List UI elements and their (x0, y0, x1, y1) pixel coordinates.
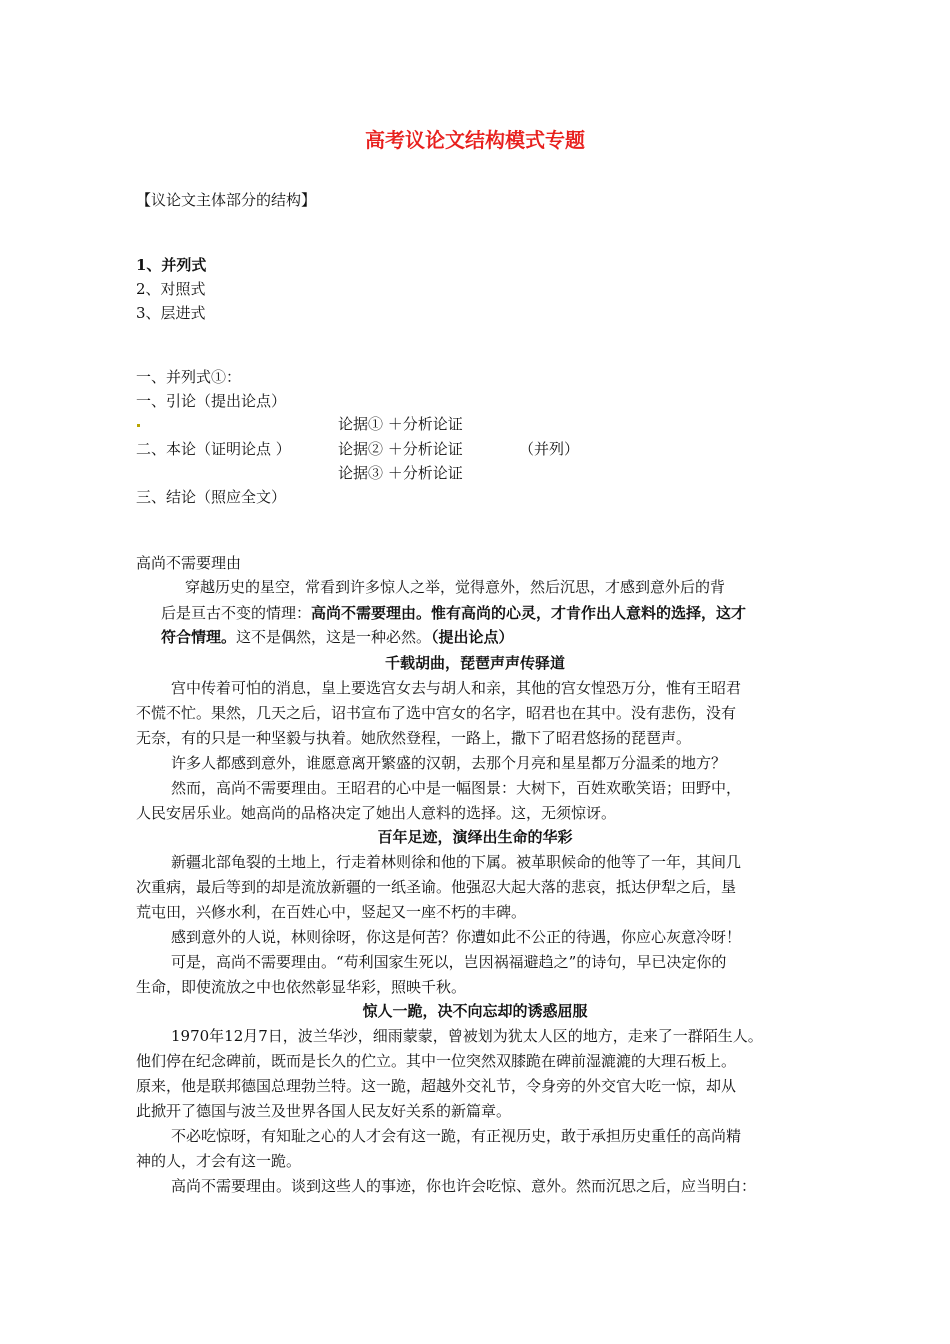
document-title: 高考议论文结构模式专题 (365, 128, 585, 152)
section-1-line: 许多人都感到意外，谁愿意离开繁盛的汉朝，去那个月亮和星星都万分温柔的地方？ (171, 754, 727, 772)
essay-intro-line-2 (161, 602, 746, 624)
essay-intro-line-3 (161, 626, 514, 648)
structure-body: 二、本论（证明论点 ） (136, 440, 291, 458)
type-item-3: 3、层进式 (136, 304, 206, 322)
section-3-line: 1970年12月7日，波兰华沙，细雨蒙蒙，曾被划为犹太人区的地方，走来了一群陌生人。 (171, 1027, 763, 1045)
section-3-line: 原来，他是联邦德国总理勃兰特。这一跪，超越外交礼节，令身旁的外交官大吃一惊，却从 (136, 1077, 737, 1095)
essay-intro-line-1: 穿越历史的星空，常看到许多惊人之举，觉得意外，然后沉思，才感到意外后的背 (185, 578, 726, 596)
section-1-line: 无奈，有的只是一种坚毅与执着。她欣然登程，一路上，撒下了昭君悠扬的琵琶声。 (136, 729, 692, 747)
structure-parallel-note: （并列） (519, 440, 580, 458)
marker-dot (137, 424, 140, 427)
section-heading: 【议论文主体部分的结构】 (136, 191, 317, 209)
essay-thesis-note: （提出论点） (431, 628, 514, 646)
section-1-line: 然而，高尚不需要理由。王昭君的心中是一幅图景：大树下，百姓欢歌笑语；田野中， (171, 779, 742, 797)
structure-arg-3: 论据③ ＋分析论证 (338, 464, 463, 482)
section-2-line: 生命，即使流放之中也依然彰显华彩，照映千秋。 (136, 978, 467, 996)
section-2-line: 荒屯田，兴修水利，在百姓心中，竖起又一座不朽的丰碑。 (136, 903, 527, 921)
essay-intro-line-3-plain: 这不是偶然，这是一种必然。 (236, 628, 432, 646)
structure-intro: 一、引论（提出论点） (136, 392, 287, 410)
essay-title: 高尚不需要理由 (136, 554, 242, 572)
structure-arg-2: 论据② ＋分析论证 (338, 440, 463, 458)
section-1-line: 宫中传着可怕的消息，皇上要选宫女去与胡人和亲，其他的宫女惶恐万分，惟有王昭君 (171, 679, 742, 697)
section-3-line: 此掀开了德国与波兰及世界各国人民友好关系的新篇章。 (136, 1102, 512, 1120)
section-2-line: 感到意外的人说，林则徐呀，你这是何苦？你遭如此不公正的待遇，你应心灰意冷呀！ (171, 928, 742, 946)
section-2-line: 次重病，最后等到的却是流放新疆的一纸圣谕。他强忍大起大落的悲哀，抵达伊犁之后，垦 (136, 878, 737, 896)
essay-thesis-part-1: 高尚不需要理由。惟有高尚的心灵，才肯作出人意料的选择，这才 (311, 604, 747, 622)
type-item-2: 2、对照式 (136, 280, 206, 298)
section-3-line: 高尚不需要理由。谈到这些人的事迹，你也许会吃惊、意外。然而沉思之后，应当明白： (171, 1177, 757, 1195)
essay-thesis-part-2: 符合情理。 (161, 628, 237, 646)
section-1-line: 不慌不忙。果然，几天之后，诏书宣布了选中宫女的名字，昭君也在其中。没有悲伤，没有 (136, 704, 737, 722)
section-1-heading: 千载胡曲，琵琶声声传驿道 (384, 654, 565, 672)
section-2-heading: 百年足迹，演绎出生命的华彩 (377, 828, 573, 846)
section-2-line: 可是，高尚不需要理由。“苟利国家生死以，岂因祸福避趋之”的诗句，早已决定你的 (171, 953, 727, 971)
section-3-line: 不必吃惊呀，有知耻之心的人才会有这一跪，有正视历史，敢于承担历史重任的高尚精 (171, 1127, 742, 1145)
section-2-line: 新疆北部龟裂的土地上，行走着林则徐和他的下属。被革职候命的他等了一年，其间几 (171, 853, 742, 871)
section-3-line: 他们停在纪念碑前，既而是长久的伫立。其中一位突然双膝跪在碑前湿漉漉的大理石板上。 (136, 1052, 737, 1070)
structure-header: 一、并列式①： (136, 368, 242, 386)
section-3-line: 神的人，才会有这一跪。 (136, 1152, 302, 1170)
section-3-heading: 惊人一跪，决不向忘却的诱惑屈服 (362, 1002, 588, 1020)
type-item-1: 1、并列式 (136, 256, 207, 274)
section-1-line: 人民安居乐业。她高尚的品格决定了她出人意料的选择。这，无须惊讶。 (136, 804, 617, 822)
essay-intro-line-2-plain: 后是亘古不变的情理： (161, 604, 312, 622)
structure-arg-1: 论据① ＋分析论证 (338, 415, 463, 433)
structure-conclusion: 三、结论（照应全文） (136, 488, 287, 506)
